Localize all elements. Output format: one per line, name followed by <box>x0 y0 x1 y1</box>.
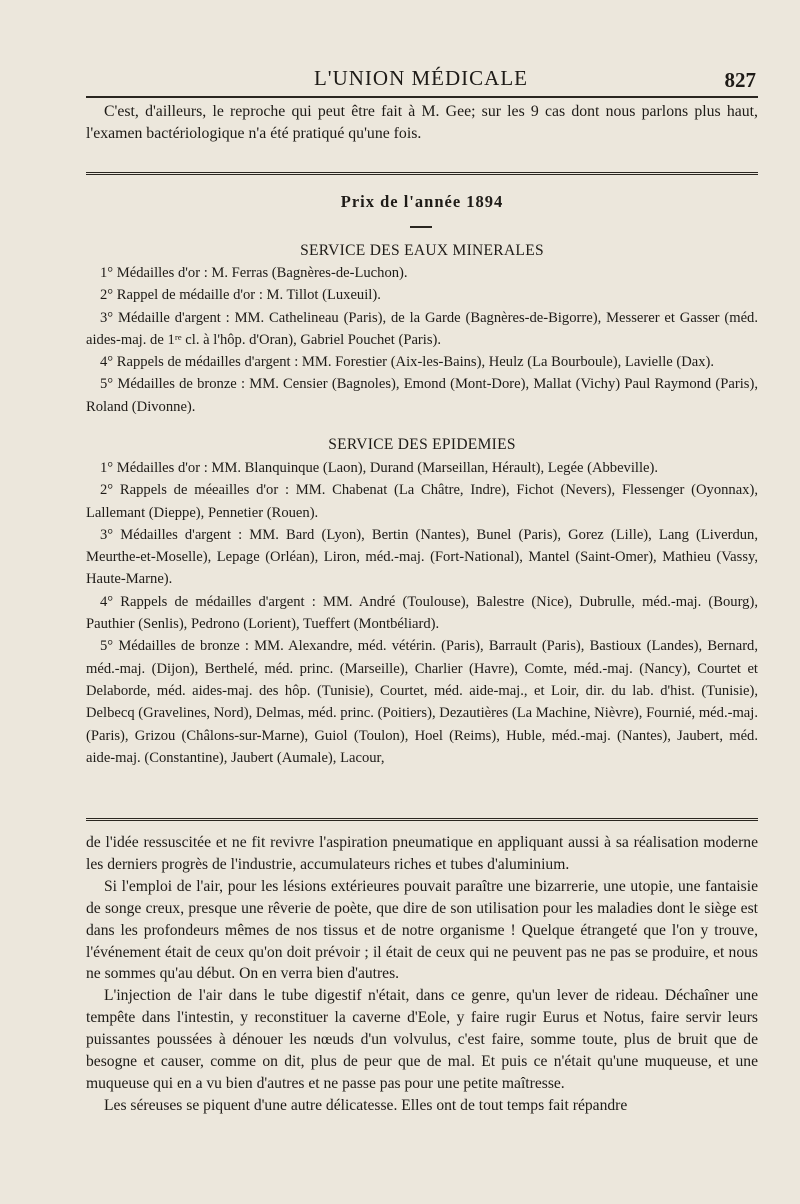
section-divider-top <box>86 172 758 175</box>
journal-title: L'UNION MÉDICALE <box>313 66 528 90</box>
list-item: 4° Rappels de médailles d'argent : MM. André (Toulouse), Balestre (Nice), Dubrulle, méd.-maj. (Bourg), Pauthier (Senlis), Pedrono (Lorient), Tueffert (Montbéliard). <box>86 593 758 633</box>
epidemies-list <box>86 457 758 769</box>
list-item: 5° Médailles de bronze : MM. Alexandre, méd. vétérin. (Paris), Barrault (Paris), Bastioux (Landes), Bernard, méd.-maj. (Dijon), Berthelé, méd. princ. (Marseille), Charlier (Havre), Comte, méd.-maj. (Nancy), Courtet et Delaborde, méd. aides-maj. des hôp. (Tunisie), Courtet, méd. aide-maj., et Loir, dir. du lab. d'hist. (Tunisie), Delbecq (Gravelines, Nord), Delmas, méd. princ. (Poitiers), Dezautières (La Machine, Nièvre), Fournié, méd.-maj. (Paris), Grizou (Châlons-sur-Marne), Guiol (Toulon), Hoel (Reims), Huble, méd.-maj. (Nantes), Jaubert, méd. aide-maj. (Constantine), Jaubert (Aumale), Lacour, <box>86 638 758 766</box>
header-rule <box>86 96 758 98</box>
list-item: 1° Médailles d'or : MM. Blanquinque (Laon), Durand (Marseillan, Hérault), Legée (Abbeville). <box>100 460 658 476</box>
list-item: 2° Rappels de méeailles d'or : MM. Chabenat (La Châtre, Indre), Fichot (Nevers), Flessenger (Oyonnax), Lallemant (Dieppe), Pennetier (Rouen). <box>86 482 758 521</box>
prizes-title: Prix de l'année 1894 <box>340 192 504 211</box>
list-item: 1° Médailles d'or : M. Ferras (Bagnères-de-Luchon). <box>100 265 408 281</box>
section-heading-epidemies: SERVICE DES EPIDEMIES <box>328 436 516 453</box>
body-paragraph: L'injection de l'air dans le tube digestif n'était, dans ce genre, qu'un lever de rideau. Déchaîner une tempête dans l'intestin, y reconstituer la caverne d'Eole, y faire rugir Eurus et Notus, faire servir leurs puissantes poussées à dénouer les nœuds d'un volvulus, c'est faire, somme toute, plus de bruit que de besogne et causer, comme on dit, plus de peur que de mal. Et puis ce n'était qu'une muqueuse, et une muqueuse qui en a vu bien d'autres et ne passe pas pour une petite maîtresse. <box>86 987 758 1092</box>
list-item: 3° Médailles d'argent : MM. Bard (Lyon), Bertin (Nantes), Bunel (Paris), Gorez (Lille), Lang (Liverdun, Meurthe-et-Moselle), Lepage (Orléan), Liron, méd.-maj. (Fort-National), Mantel (Saint-Omer), Mathieu (Vassy, Haute-Marne). <box>86 526 758 588</box>
eaux-minerales-list <box>86 262 758 418</box>
title-rule <box>410 226 432 228</box>
page-number: 827 <box>724 68 756 92</box>
article-body <box>86 832 758 1117</box>
running-head <box>86 62 756 94</box>
list-item: 3° Médaille d'argent : MM. Cathelineau (Paris), de la Garde (Bagnères-de-Bigorre), Messerer et Gasser (méd. aides-maj. de 1ʳᵉ cl. à l'hôp. d'Oran), Gabriel Pouchet (Paris). <box>86 309 758 348</box>
body-paragraph: de l'idée ressuscitée et ne fit revivre l'aspiration pneumatique en appliquant aussi à sa réalisation moderne les derniers progrès de l'industrie, accumulateurs riches et tubes d'aluminium. <box>86 834 758 873</box>
intro-paragraph: C'est, d'ailleurs, le reproche qui peut être fait à M. Gee; sur les 9 cas dont nous parlons plus haut, l'examen bactériologique n'a été pratiqué qu'une fois. <box>86 103 758 142</box>
list-item: 5° Médailles de bronze : MM. Censier (Bagnoles), Emond (Mont-Dore), Mallat (Vichy) Paul Raymond (Paris), Roland (Divonne). <box>86 376 758 415</box>
body-paragraph: Si l'emploi de l'air, pour les lésions extérieures pouvait paraître une bizarrerie, une utopie, une fantaisie de songe creux, presque une rêverie de poète, que dire de son utilisation pour les maladies dont le siège est dans les profondeurs mêmes de nos tissus et de notre organisme ! Quelque étrangeté que l'on y trouve, l'événement était de ceux qu'on doit prévoir ; il était de ceux qui ne peuvent pas ne pas se produire, et nous ne sommes qu'au début. On en verra bien d'autres. <box>86 877 758 983</box>
list-item: 2° Rappel de médaille d'or : M. Tillot (Luxeuil). <box>100 287 381 304</box>
section-divider-bottom <box>86 818 758 821</box>
list-item: 4° Rappels de médailles d'argent : MM. Forestier (Aix-les-Bains), Heulz (La Bourboule), Lavielle (Dax). <box>100 354 715 371</box>
section-heading-eaux-minerales: SERVICE DES EAUX MINERALES <box>300 242 544 259</box>
body-paragraph: Les séreuses se piquent d'une autre délicatesse. Elles ont de tout temps fait répandre <box>104 1096 628 1114</box>
